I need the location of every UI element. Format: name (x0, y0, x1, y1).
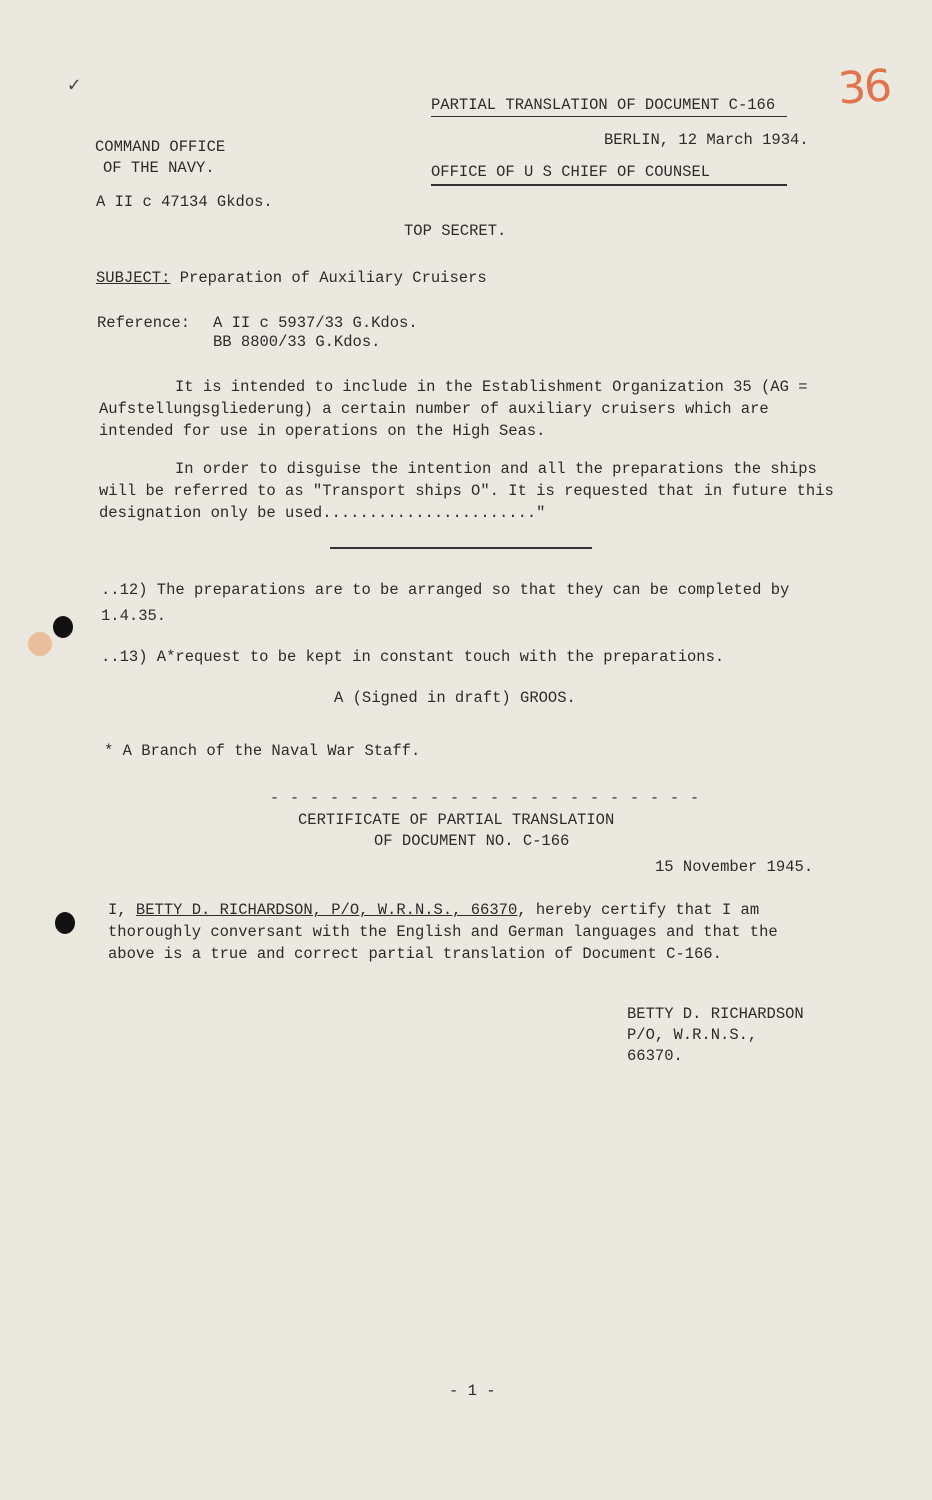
subject-line (96, 267, 487, 289)
reference-line-2: BB 8800/33 G.Kdos. (213, 333, 381, 351)
certificate-prefix: I, (108, 901, 136, 919)
sender-line-2: OF THE NAVY. (103, 159, 215, 177)
body-paragraph-1-text: It is intended to include in the Establishment Organization 35 (AG = Aufstellungsgliederung) a certain number of auxiliary cruisers which are intended for use in operations on the High Seas. (99, 378, 808, 440)
signed-line: A (Signed in draft) GROOS. (334, 689, 576, 707)
signature-number: 66370. (627, 1047, 683, 1065)
header-line-1: PARTIAL TRANSLATION OF DOCUMENT C-166 (431, 94, 787, 117)
certificate-divider: - - - - - - - - - - - - - - - - - - - - - - (270, 790, 701, 807)
page-number: - 1 - (449, 1382, 496, 1400)
subject-label: SUBJECT: (96, 269, 171, 287)
certificate-title-2: OF DOCUMENT NO. C-166 (374, 832, 570, 850)
sender-line-1: COMMAND OFFICE (95, 138, 226, 156)
section-divider (330, 547, 592, 549)
certificate-date: 15 November 1945. (655, 858, 814, 876)
signature-rank: P/O, W.R.N.S., (627, 1026, 758, 1044)
certificate-title-1: CERTIFICATE OF PARTIAL TRANSLATION (298, 811, 615, 829)
punch-hole-upper (53, 616, 73, 638)
body-paragraph-2 (99, 458, 844, 524)
item-12-line-1: ..12) The preparations are to be arranged so that they can be completed by (101, 581, 790, 599)
reference-line-1: A II c 5937/33 G.Kdos. (213, 314, 418, 332)
punch-hole-stain (28, 632, 52, 656)
certificate-certifier: BETTY D. RICHARDSON, P/O, W.R.N.S., 66370 (135, 901, 518, 919)
handwritten-page-number: 36 (836, 60, 892, 115)
certificate-statement (108, 899, 808, 965)
item-12-line-2: 1.4.35. (101, 607, 167, 625)
body-paragraph-2-text: In order to disguise the intention and all the preparations the ships will be referred to as "Transport ships O". It is requested that in future this designation only be used......................." (99, 460, 834, 522)
pencil-tick-mark: ✓ (68, 75, 81, 98)
reference-label: Reference: (97, 314, 191, 332)
subject-text: Preparation of Auxiliary Cruisers (179, 269, 487, 287)
item-13: ..13) A*request to be kept in constant touch with the preparations. (101, 648, 725, 666)
sender-reference: A II c 47134 Gkdos. (96, 193, 273, 211)
body-paragraph-1 (99, 376, 844, 442)
classification: TOP SECRET. (404, 222, 507, 240)
footnote: * A Branch of the Naval War Staff. (104, 742, 421, 760)
header-line-2: OFFICE OF U S CHIEF OF COUNSEL (431, 161, 787, 186)
punch-hole-lower (55, 912, 75, 934)
place-date: BERLIN, 12 March 1934. (604, 131, 809, 149)
certificate-text: , hereby certify that I am thoroughly conversant with the English and German languages and that the above is a true and correct partial translation of Document C-166. (108, 901, 778, 963)
signature-name: BETTY D. RICHARDSON (627, 1005, 804, 1023)
